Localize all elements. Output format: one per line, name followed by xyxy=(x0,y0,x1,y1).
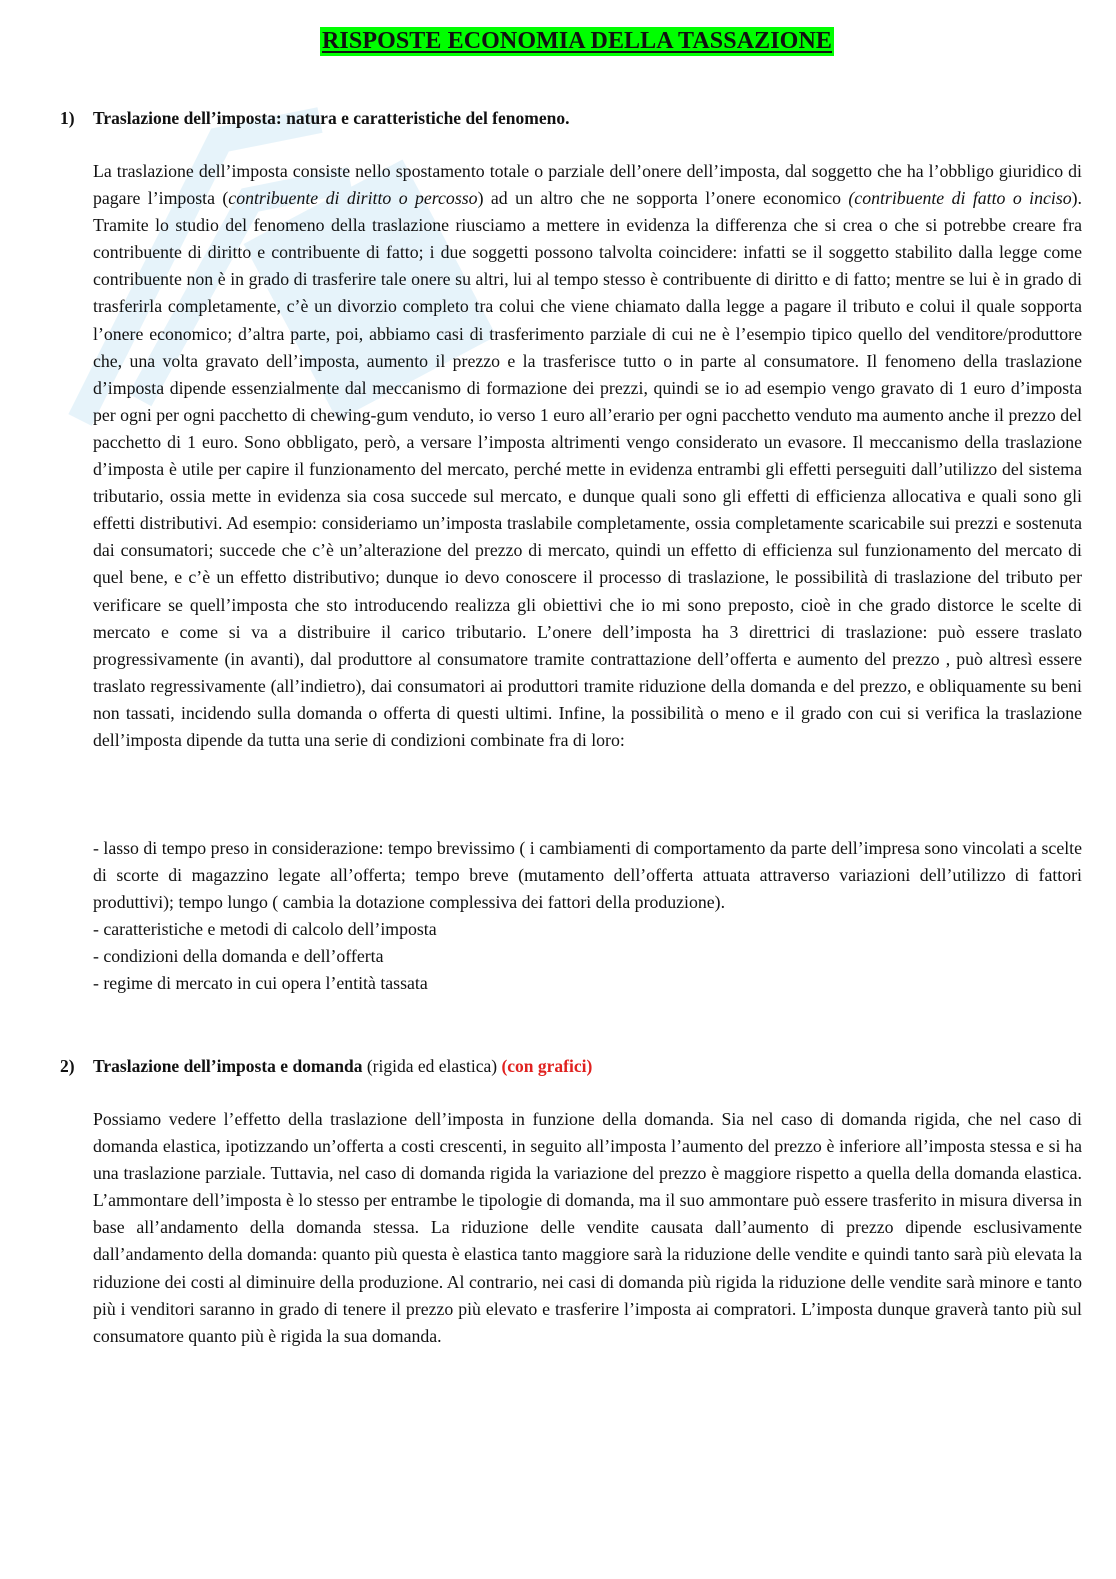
section-2-paragraph: Possiamo vedere l’effetto della traslazione dell’imposta in funzione della domanda. Sia nel caso di domanda rigida, che nel caso di domanda elastica, ipotizzando un’offerta a costi crescenti, in seguito all’imposta l’aumento del prezzo è inferiore all’imposta stessa e si ha una traslazione parziale. Tuttavia, nel caso di domanda rigida la variazione del prezzo è maggiore rispetto a quella della domanda elastica. L’ammontare dell’imposta è lo stesso per entrambe le tipologie di domanda, ma il suo ammontare può essere trasferito in misura diversa in base all’andamento della domanda stessa. La riduzione delle vendite causata dall’aumento di prezzo dipende esclusivamente dall’andamento della domanda: quanto più questa è elastica tanto maggiore sarà la riduzione delle vendite e quindi tanto sarà più elevata la riduzione dei costi al diminuire della produzione. Al contrario, nei casi di domanda più rigida la riduzione delle vendite sarà minore e tanto più i venditori saranno in grado di tenere il prezzo più elevato e trasferire l’imposta ai compratori. L’imposta dunque graverà tanto più sul consumatore quanto più è rigida la sua domanda. xyxy=(93,1109,1082,1346)
section-1-number: 1) xyxy=(60,108,75,128)
list-item: - lasso di tempo preso in considerazione: tempo brevissimo ( i cambiamenti di comportamento da parte dell’impresa sono vincolati a scelte di scorte di magazzino legate all’offerta; tempo breve (mutamento dell’offerta attuata attraverso variazioni dell’utilizzo di fattori produttivi); tempo lungo ( cambia la dotazione complessiva dei fattori della produzione). xyxy=(93,838,1082,913)
section-2-title: Traslazione dell’imposta e domanda xyxy=(93,1056,363,1076)
section-1-heading xyxy=(60,107,569,129)
section-1-paragraph xyxy=(93,158,1082,754)
list-item: - condizioni della domanda e dell’offerta xyxy=(93,946,384,967)
list-item: - caratteristiche e metodi di calcolo dell’imposta xyxy=(93,919,437,940)
section-1-text-a: La traslazione dell’imposta consiste nello spostamento totale o parziale dell’onere dell’imposta, dal soggetto che ha l’obbligo giuridico di pagare l’imposta ( xyxy=(93,161,1082,209)
section-1-title: Traslazione dell’imposta: natura e caratteristiche del fenomeno. xyxy=(93,108,570,128)
section-1-italic-2: (contribuente di fatto o inciso xyxy=(848,188,1072,209)
section-2-number: 2) xyxy=(60,1056,75,1076)
document-title: RISPOSTE ECONOMIA DELLA TASSAZIONE xyxy=(322,28,832,54)
document-title-wrap xyxy=(320,27,834,56)
section-2-heading xyxy=(60,1055,592,1077)
section-2-subtitle: (rigida ed elastica) xyxy=(362,1056,502,1076)
section-1-italic-1: contribuente di diritto o percosso xyxy=(228,188,478,209)
section-1-condition-list xyxy=(93,835,1082,998)
list-item: - regime di mercato in cui opera l’entità tassata xyxy=(93,973,428,994)
section-2-graphs-note: (con grafici) xyxy=(501,1056,593,1076)
section-1-text-b: ) ad un altro che ne sopporta l’onere economico xyxy=(477,188,849,209)
section-1-text-c: ). Tramite lo studio del fenomeno della traslazione riusciamo a mettere in evidenza la differenza che si crea o che si potrebbe creare fra contribuente di diritto e contribuente di fatto; i due soggetti possono talvolta coincidere: infatti se il soggetto stabilito dalla legge come contribuente non è in grado di trasferire tale onere su altri, lui al tempo stesso è contribuente di diritto e di fatto; mentre se lui è in grado di trasferirla completamente, c’è un divorzio completo tra colui che viene chiamato dalla legge a pagare il tributo e colui il quale sopporta l’onere economico; d’altra parte, poi, abbiamo casi di trasferimento parziale di cui ne è l’esempio tipico quello del venditore/produttore che, una volta gravato dell’imposta, aumento il prezzo e la trasferisce tutto o in parte al consumatore. Il fenomeno della traslazione d’imposta dipende essenzialmente dal meccanismo di formazione dei prezzi, quindi se io ad esempio vengo gravato di 1 euro d’imposta per ogni per ogni pacchetto di chewing-gum venduto, io verso 1 euro all’erario per ogni pacchetto venduto ma aumento anche il prezzo del pacchetto di 1 euro. Sono obbligato, però, a versare l’imposta altrimenti vengo considerato un evasore. Il meccanismo della traslazione d’imposta è utile per capire il funzionamento del mercato, perché mette in evidenza entrambi gli effetti perseguiti dall’utilizzo del sistema tributario, ossia mette in evidenza sia cosa succede sul mercato, e dunque quali sono gli effetti di efficienza allocativa e quali sono gli effetti distributivi. Ad esempio: consideriamo un’imposta traslabile completamente, ossia completamente scaricabile sui prezzi e sostenuta dai consumatori; succede che c’è un’alterazione del prezzo di mercato, quindi un effetto di efficienza sul funzionamento del mercato di quel bene, e c’è un effetto distributivo; dunque io devo conoscere il processo di traslazione, le possibilità di traslazione del tributo per verificare se quell’imposta che sto introducendo realizza gli obiettivi che io mi sono preposto, cioè in che grado distorce le scelte di mercato e come si va a distribuire il carico tributario. L’onere dell’imposta ha 3 direttrici di traslazione: può essere traslato progressivamente (in avanti), dal produttore al consumatore tramite contrattazione dell’offerta e aumento del prezzo , può altresì essere traslato regressivamente (all’indietro), dai consumatori ai produttori tramite riduzione della domanda e del prezzo, e obliquamente su beni non tassati, incidendo sulla domanda o offerta di questi ultimi. Infine, la possibilità o meno e il grado con cui si verifica la traslazione dell’imposta dipende da tutta una serie di condizioni combinate fra di loro: xyxy=(93,188,1083,750)
